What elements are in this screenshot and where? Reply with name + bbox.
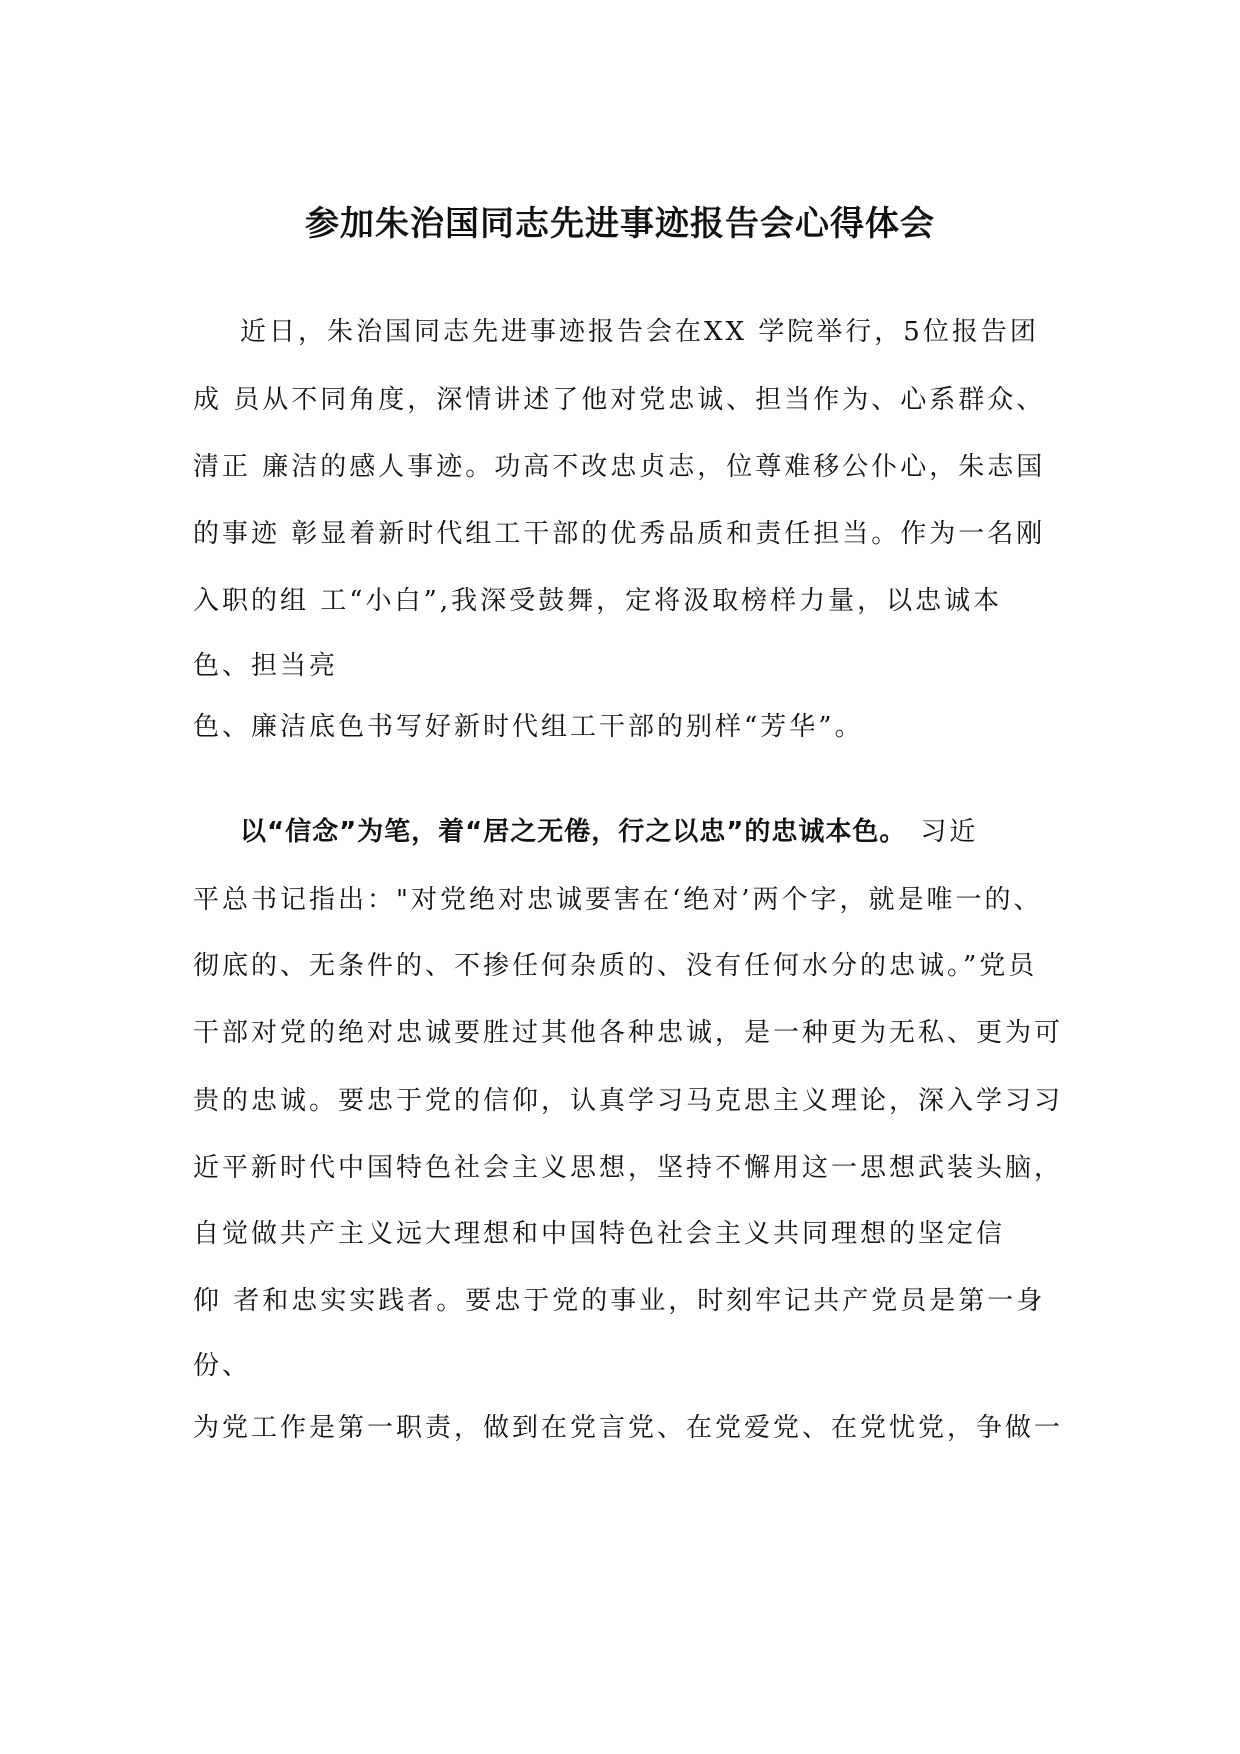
paragraph-line: 自觉做共产主义远大理想和中国特色社会主义共同理想的坚定信 <box>193 1219 1006 1249</box>
paragraph-line: 色、廉洁底色书写好新时代组工干部的别样“芳华”。 <box>193 712 864 742</box>
paragraph-line: 仰 者和忠实实践者。要忠于党的事业，时刻牢记共产党员是第一身 <box>193 1286 1046 1316</box>
paragraph-heading-tail: 习近 <box>920 817 979 847</box>
paragraph-line: 为党工作是第一职责，做到在党言党、在党爱党、在党忧党，争做一 <box>193 1413 1064 1443</box>
paragraph-line: 的事迹 彰显着新时代组工干部的优秀品质和责任担当。作为一名刚 <box>193 519 1046 549</box>
paragraph-heading: 以“信念”为笔，着“居之无倦，行之以忠”的忠诚本色。 <box>240 817 907 847</box>
paragraph-line: 份、 <box>193 1351 252 1381</box>
paragraph-line: 入职的组 工“小白”,我深受鼓舞，定将汲取榜样力量，以忠诚本 <box>193 586 1003 616</box>
paragraph-line: 清正 廉洁的感人事迹。功高不改忠贞志，位尊难移公仆心，朱志国 <box>193 452 1046 482</box>
paragraph-line: 彻底的、无条件的、不掺任何杂质的、没有任何水分的忠诚。”党员 <box>193 951 1038 981</box>
paragraph-line: 成 员从不同角度，深情讲述了他对党忠诚、担当作为、心系群众、 <box>193 385 1046 415</box>
paragraph-line: 近平新时代中国特色社会主义思想，坚持不懈用这一思想武装头脑， <box>193 1153 1064 1183</box>
paragraph-line: 贵的忠诚。要忠于党的信仰，认真学习马克思主义理论，深入学习习 <box>193 1086 1064 1116</box>
paragraph-line: 色、担当亮 <box>193 651 339 681</box>
paragraph-line: 平总书记指出："对党绝对忠诚要害在‘绝对’两个字，就是唯一的、 <box>193 885 1043 915</box>
paragraph-line: 近日，朱治国同志先进事迹报告会在XX 学院举行，5位报告团 <box>240 317 1039 347</box>
paragraph-heading-line <box>240 812 978 852</box>
paragraph-line: 干部对党的绝对忠诚要胜过其他各种忠诚，是一种更为无私、更为可 <box>193 1018 1064 1048</box>
page-title: 参加朱治国同志先进事迹报告会心得体会 <box>305 204 935 244</box>
